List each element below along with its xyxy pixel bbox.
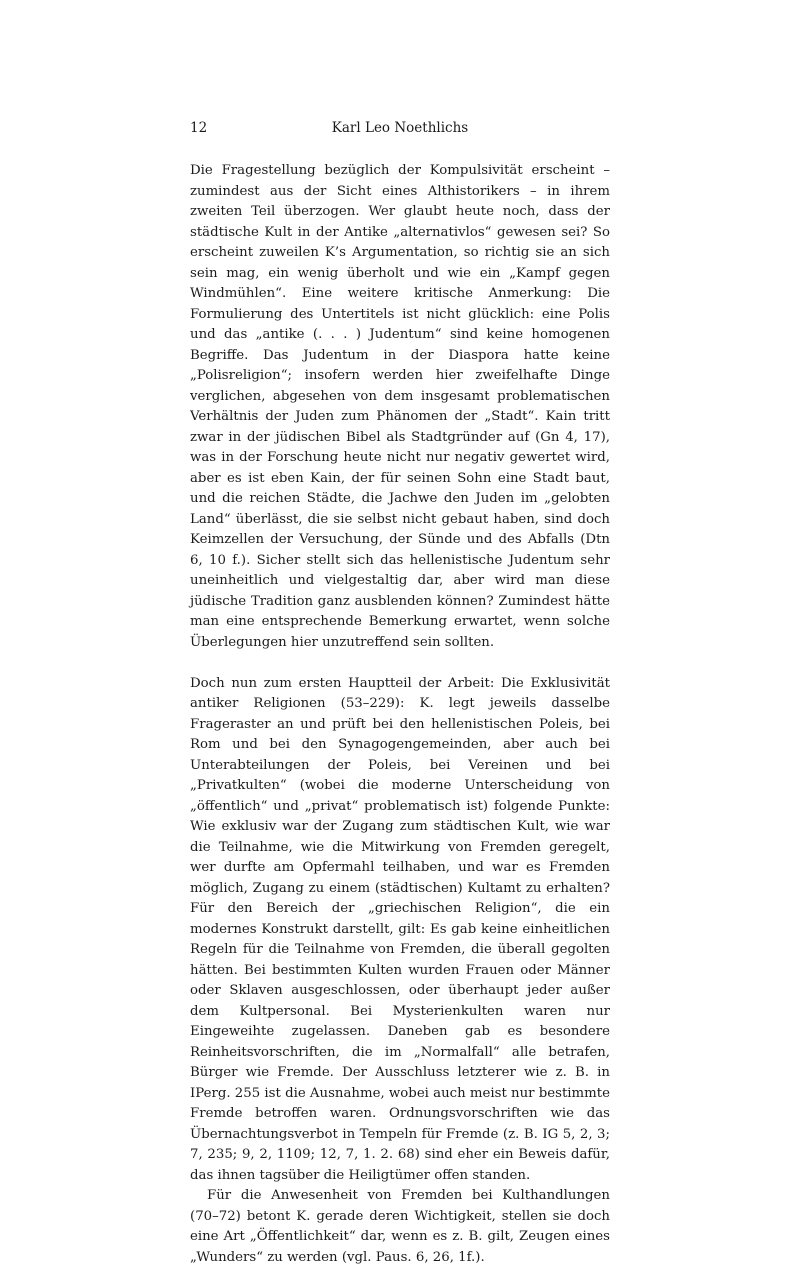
paragraph-kompulsivitaet: Die Fragestellung bezüglich der Kompulsivität erscheint – zumindest aus der Sicht eines Althistorikers – in ihrem zweiten Teil überzogen. Wer glaubt heute noch, dass der städtische Kult in der Antike „alternativlos“ gewesen sei? So erscheint zuweilen K’s Argumentation, so richtig sie an sich sein mag, ein wenig überholt und wie ein „Kampf gegen Windmühlen“. Eine weitere kritische Anmerkung: Die Formulierung des Untertitels ist nicht glücklich: eine Polis und das „antike (. . . ) Judentum“ sind keine homogenen Begriffe. Das Judentum in der Diaspora hatte keine „Polisreligion“; insofern werden hier zweifelhafte Dinge verglichen, abgesehen von dem insgesamt problematischen Verhältnis der Juden zum Phänomen der „Stadt“. Kain tritt zwar in der jüdischen Bibel als Stadtgründer auf (Gn 4, 17), was in der Forschung heute nicht nur negativ gewertet wird, aber es ist eben Kain, der für seinen Sohn eine Stadt baut, und die reichen Städte, die Jachwe den Juden im „gelobten Land“ überlässt, die sie selbst nicht gebaut haben, sind doch Keimzellen der Versuchung, der Sünde und des Abfalls (Dtn 6, 10 f.). Sicher stellt sich das hellenistische Judentum sehr uneinheitlich und vielgestaltig dar, aber wird man diese jüdische Tradition ganz ausblenden können? Zumindest hätte man eine entsprechende Bemerkung erwartet, wenn solche Überlegungen hier unzutreffend sein sollten.	[190, 163, 610, 650]
running-head	[190, 118, 610, 138]
paragraph-exklusivitaet: Doch nun zum ersten Hauptteil der Arbeit: Die Exklusivität antiker Religionen (53–229): K. legt jeweils dasselbe Frageraster an und prüft bei den hellenistischen Poleis, bei Rom und bei den Synagogengemeinden, aber auch bei Unterabteilungen der Poleis, bei Vereinen und bei „Privatkulten“ (wobei die moderne Unterscheidung von „öffentlich“ und „privat“ problematisch ist) folgende Punkte: Wie exklusiv war der Zugang zum städtischen Kult, wie war die Teilnahme, wie die Mitwirkung von Fremden geregelt, wer durfte am Opfermahl teilhaben, und war es Fremden möglich, Zugang zu einem (städtischen) Kultamt zu erhalten? Für den Bereich der „griechischen Religion“, die ein modernes Konstrukt darstellt, gilt: Es gab keine einheitlichen Regeln für die Teilnahme von Fremden, die überall gegolten hätten. Bei bestimmten Kulten wurden Frauen oder Männer oder Sklaven ausgeschlossen, oder überhaupt jeder außer dem Kultpersonal. Bei Mysterienkulten waren nur Eingeweihte zugelassen. Daneben gab es besondere Reinheitsvorschriften, die im „Normalfall“ alle betrafen, Bürger wie Fremde. Der Ausschluss letzterer wie z. B. in IPerg. 255 ist die Ausnahme, wobei auch meist nur bestimmte Fremde betroffen waren. Ordnungsvorschriften wie das Übernachtungsverbot in Tempeln für Fremde (z. B. IG 5, 2, 3; 7, 235; 9, 2, 1109; 12, 7, 1. 2. 68) sind eher ein Beweis dafür, das ihnen tagsüber die Heiligtümer offen standen.	[190, 675, 610, 1183]
running-title-author: Karl Leo Noethlichs	[331, 120, 469, 136]
page-number: 12	[190, 120, 208, 136]
paragraph-anwesenheit-fremde: Für die Anwesenheit von Fremden bei Kulthandlungen (70–72) betont K. gerade deren Wichtigkeit, stellen sie doch eine Art „Öffentlichkeit“ dar, wenn es z. B. gilt, Zeugen eines „Wunders“ zu werden (vgl. Paus. 6, 26, 1f.).	[190, 1188, 610, 1265]
body-text	[190, 161, 610, 1268]
book-page	[190, 118, 610, 1268]
